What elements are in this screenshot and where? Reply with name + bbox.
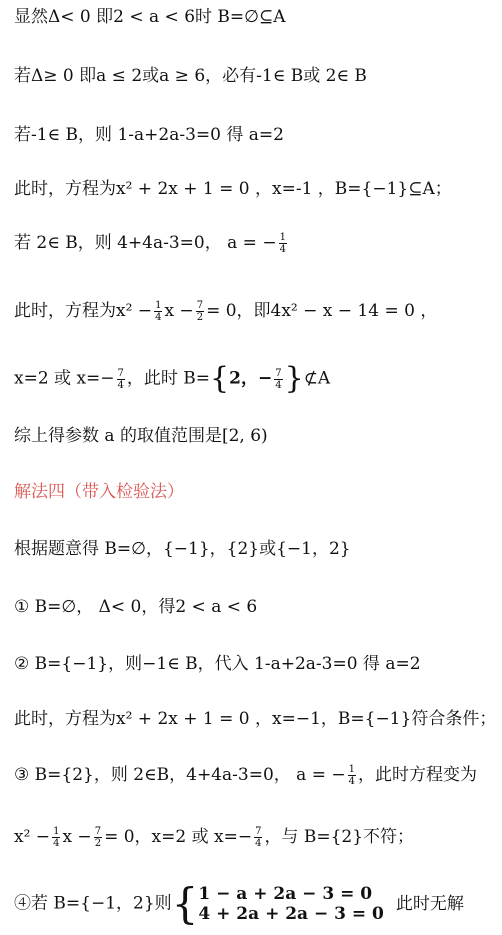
- equation-1: 1 − a + 2a − 3 = 0: [198, 884, 373, 904]
- right-brace: }: [284, 361, 304, 396]
- line15-part-d: ，与 B={2}不符；: [264, 827, 415, 847]
- line16-part-b: 此时无解: [395, 893, 464, 914]
- line14-part-a: ③ B={2}，则 2∈B，4+4a-3=0， a = −: [14, 765, 346, 785]
- denominator: 4: [255, 838, 262, 849]
- line7-part-b: ，此时 B=: [126, 368, 211, 389]
- fraction: [117, 368, 125, 391]
- denominator: 4: [275, 379, 282, 391]
- line6-part-c: = 0，即4x² − x − 14 = 0 ，: [206, 301, 438, 321]
- equation-2: 4 + 2a + 2a − 3 = 0: [198, 904, 384, 924]
- numerator: 7: [275, 367, 282, 379]
- numerator: 1: [53, 826, 60, 837]
- text-line-3: 若-1∈ B，则 1-a+2a-3=0 得 a=2: [14, 125, 284, 145]
- line7-part-d: ⊄A: [303, 368, 331, 389]
- denominator: 2: [196, 312, 204, 323]
- text-line-8: 综上得参数 a 的取值范围是[2, 6): [14, 426, 268, 446]
- numerator: 7: [94, 826, 102, 837]
- line16-part-a: ④若 B={−1，2}则: [14, 893, 172, 914]
- line15-part-a: x² −: [14, 827, 51, 847]
- line5-text: 若 2∈ B，则 4+4a-3=0， a = −: [14, 233, 277, 253]
- text-line-12: ② B={−1}，则−1∈ B，代入 1-a+2a-3=0 得 a=2: [14, 654, 421, 674]
- text-line-7: [14, 361, 331, 396]
- denominator: 4: [155, 312, 162, 323]
- numerator: 7: [117, 367, 124, 379]
- text-line-15: [14, 826, 414, 849]
- text-line-6: [14, 300, 437, 323]
- fraction: [279, 232, 287, 255]
- fraction: [348, 764, 356, 787]
- line15-part-b: x −: [62, 827, 92, 847]
- fraction: [154, 300, 162, 323]
- denominator: 2: [94, 838, 102, 849]
- text-line-13: 此时，方程为x² + 2x + 1 = 0 ，x=−1，B={−1}符合条件；: [14, 709, 497, 729]
- line7-part-c: 2，−: [229, 368, 273, 389]
- denominator: 4: [53, 838, 60, 849]
- fraction: [196, 300, 204, 323]
- line6-part-b: x −: [164, 301, 194, 321]
- fraction: [52, 826, 60, 849]
- line6-part-a: 此时，方程为x² −: [14, 301, 153, 321]
- fraction: [94, 826, 102, 849]
- fraction: [254, 826, 262, 849]
- system-brace: {: [171, 879, 199, 928]
- text-line-11: ① B=∅， Δ< 0，得2 < a < 6: [14, 597, 258, 617]
- text-line-5: [14, 232, 289, 255]
- text-line-4: 此时，方程为x² + 2x + 1 = 0 ，x=-1 ，B={−1}⊆A；: [14, 179, 452, 199]
- equation-system: [198, 884, 384, 924]
- numerator: 1: [348, 764, 355, 775]
- denominator: 4: [117, 379, 124, 391]
- numerator: 1: [279, 232, 286, 243]
- left-brace: {: [210, 361, 230, 396]
- numerator: 7: [255, 826, 262, 837]
- text-line-10: 根据题意得 B=∅，{−1}，{2}或{−1，2}: [14, 539, 351, 559]
- text-line-1: 显然Δ< 0 即2 < a < 6时 B=∅⊆A: [14, 7, 286, 27]
- section-heading: 解法四（带入检验法）: [14, 482, 184, 502]
- text-line-2: 若Δ≥ 0 即a ≤ 2或a ≥ 6，必有-1∈ B或 2∈ B: [14, 66, 367, 86]
- numerator: 7: [196, 300, 204, 311]
- fraction: [274, 368, 282, 391]
- line14-part-b: ，此时方程变为: [357, 765, 477, 785]
- text-line-16: [14, 879, 464, 928]
- denominator: 4: [348, 776, 355, 787]
- numerator: 1: [155, 300, 162, 311]
- line15-part-c: = 0，x=2 或 x=−: [104, 827, 253, 847]
- line7-part-a: x=2 或 x=−: [14, 368, 115, 389]
- denominator: 4: [279, 244, 286, 255]
- text-line-14: [14, 764, 477, 787]
